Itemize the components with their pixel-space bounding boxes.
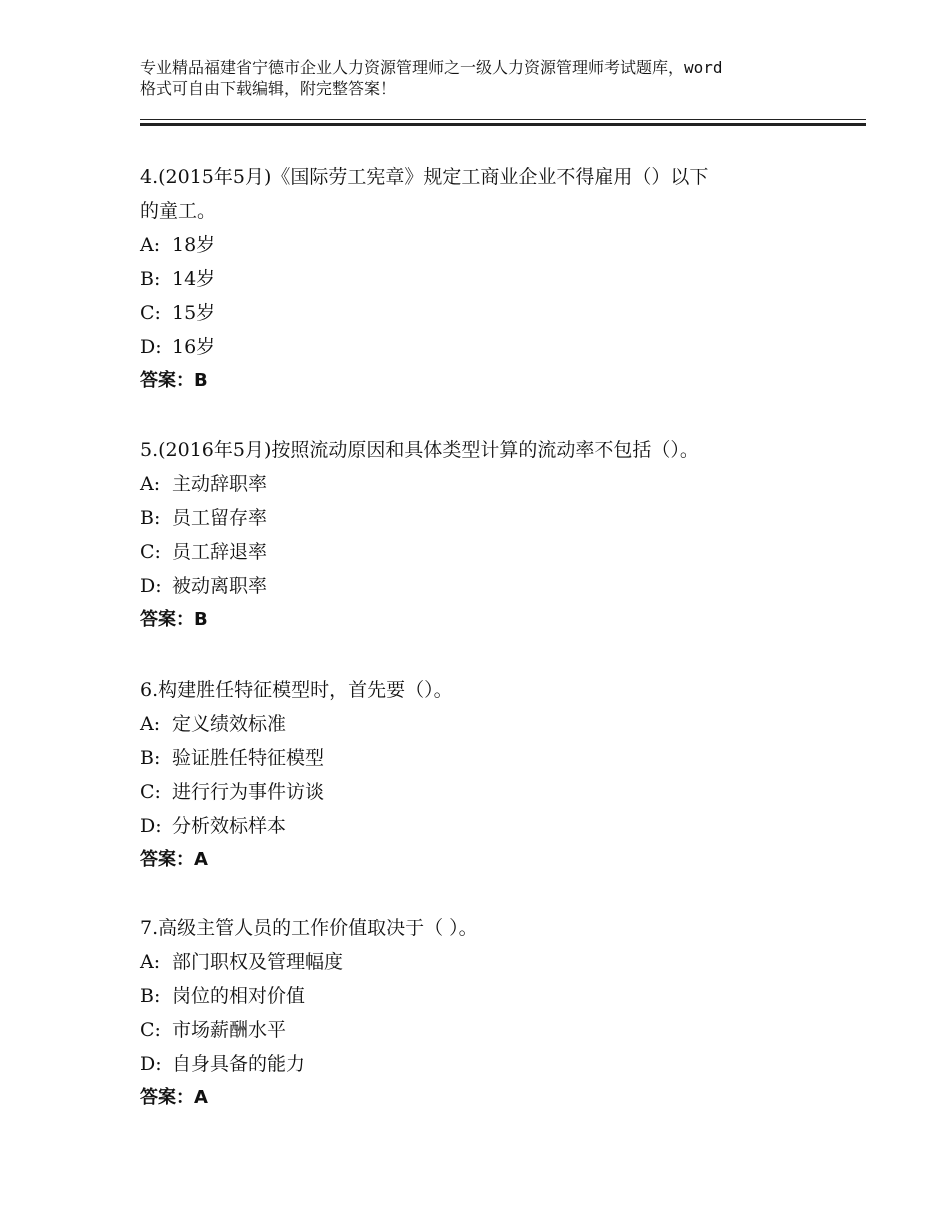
option-c <box>140 535 840 569</box>
option-text: 岗位的相对价值 <box>172 985 306 1007</box>
option-key: C: <box>140 302 161 324</box>
answer-label: 答案：A <box>140 1087 208 1108</box>
option-text: 18岁 <box>172 234 216 256</box>
option-key: A: <box>140 951 161 973</box>
option-text: 被动离职率 <box>172 575 268 597</box>
option-text: 进行行为事件访谈 <box>172 781 325 803</box>
question-block <box>140 433 840 637</box>
option-text: 员工辞退率 <box>172 541 268 563</box>
question-text: 的童工。 <box>140 200 217 222</box>
option-b <box>140 262 840 296</box>
header-title-line-2: 格式可自由下载编辑，附完整答案！ <box>140 79 397 98</box>
option-text: 市场薪酬水平 <box>172 1019 287 1041</box>
option-c <box>140 775 840 809</box>
question-text: 5.(2016年5月)按照流动原因和具体类型计算的流动率不包括（）。 <box>140 439 699 461</box>
option-key: D: <box>140 336 162 358</box>
option-key: D: <box>140 575 162 597</box>
option-b <box>140 741 840 775</box>
option-b <box>140 979 840 1013</box>
option-c <box>140 1013 840 1047</box>
header-title-line-1: 专业精品福建省宁德市企业人力资源管理师之一级人力资源管理师考试题库，word <box>140 58 723 77</box>
option-a <box>140 945 840 979</box>
option-text: 定义绩效标准 <box>172 713 287 735</box>
option-text: 部门职权及管理幅度 <box>172 951 344 973</box>
option-key: B: <box>140 268 161 290</box>
option-d <box>140 1047 840 1081</box>
question-text: 6.构建胜任特征模型时，首先要（）。 <box>140 679 453 701</box>
document-header <box>140 57 840 99</box>
option-text: 自身具备的能力 <box>172 1053 306 1075</box>
option-key: D: <box>140 815 162 837</box>
option-key: B: <box>140 985 161 1007</box>
option-text: 验证胜任特征模型 <box>172 747 325 769</box>
option-text: 15岁 <box>172 302 216 324</box>
option-a <box>140 228 840 262</box>
question-text: 7.高级主管人员的工作价值取决于（ ）。 <box>140 917 478 939</box>
option-key: C: <box>140 541 161 563</box>
option-text: 主动辞职率 <box>172 473 268 495</box>
question-block <box>140 673 840 877</box>
option-text: 分析效标样本 <box>172 815 287 837</box>
option-text: 16岁 <box>172 336 216 358</box>
option-d <box>140 569 840 603</box>
option-key: A: <box>140 713 161 735</box>
question-block <box>140 160 840 398</box>
option-text: 员工留存率 <box>172 507 268 529</box>
option-a <box>140 467 840 501</box>
answer-label: 答案：B <box>140 609 208 630</box>
header-divider-thin <box>140 119 866 120</box>
answer-label: 答案：A <box>140 849 208 870</box>
question-text: 4.(2015年5月)《国际劳工宪章》规定工商业企业不得雇用（）以下 <box>140 166 709 188</box>
answer-label: 答案：B <box>140 370 208 391</box>
option-key: A: <box>140 473 161 495</box>
option-key: C: <box>140 1019 161 1041</box>
option-b <box>140 501 840 535</box>
option-d <box>140 330 840 364</box>
option-c <box>140 296 840 330</box>
question-block <box>140 911 840 1115</box>
option-a <box>140 707 840 741</box>
header-divider-thick <box>140 123 866 126</box>
option-text: 14岁 <box>172 268 216 290</box>
option-key: B: <box>140 507 161 529</box>
option-key: A: <box>140 234 161 256</box>
option-key: D: <box>140 1053 162 1075</box>
option-d <box>140 809 840 843</box>
option-key: C: <box>140 781 161 803</box>
option-key: B: <box>140 747 161 769</box>
